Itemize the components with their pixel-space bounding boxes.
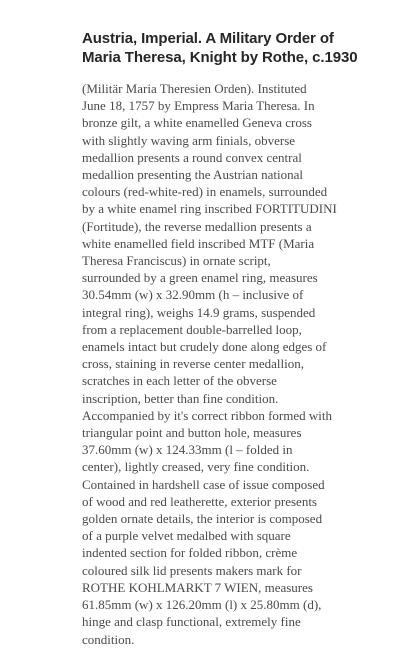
description-line: colours (red-white-red) in enamels, surrounded [82,184,328,200]
description-line: triangular point and button hole, measures [82,425,302,441]
description-line: enamels intact but crudely done along edges of [82,339,327,355]
description-line: integral ring), weighs 14.9 grams, suspended [82,304,316,320]
description-line: coloured silk lid presents makers mark for [82,562,302,578]
description-line: golden ornate details, the interior is composed [82,511,323,527]
description-line: 61.85mm (w) x 126.20mm (l) x 25.80mm (d), [82,597,322,613]
description-line: Contained in hardshell case of issue composed [82,476,325,492]
description-line: bronze gilt, a white enamelled Geneva cross [82,115,312,131]
description-line: 37.60mm (w) x 124.33mm (l – folded in [82,442,293,458]
description-line: hinge and clasp functional, extremely fine [82,614,301,630]
description-line: center), lightly creased, very fine condition. [82,459,310,475]
description-line: medallion presenting the Austrian national [82,167,303,183]
description-line: of wood and red leatherette, exterior presents [82,493,317,509]
description-line: medallion presents a round convex central [82,149,302,165]
description-line: Accompanied by it's correct ribbon formed with [82,407,332,423]
description-line: cross, staining in reverse center medallion, [82,356,305,372]
description-line: with slightly waving arm finials, obverse [82,132,296,148]
description-line: from a replacement double-barrelled loop, [82,321,302,337]
description-line: condition. [82,631,135,647]
description-line: Theresa Franciscus) in ornate script, [82,253,271,269]
description-line: inscription, better than fine condition. [82,390,279,406]
description-line: (Militär Maria Theresien Orden). Instituted [82,81,307,96]
description-line: by a white enamel ring inscribed FORTITUDINI [82,201,337,217]
product-title [82,29,382,67]
product-title-line: Maria Theresa, Knight by Rothe, c.1930 [82,49,358,66]
description-line: ROTHE KOHLMARKT 7 WIEN, measures [82,579,313,595]
description-line: scratches in each letter of the obverse [82,373,277,389]
description-line: of a purple velvet medalbed with square [82,528,291,544]
product-title-line: Austria, Imperial. A Military Order of [82,30,334,47]
description-line: surrounded by a green enamel ring, measures [82,270,318,286]
description-line: June 18, 1757 by Empress Maria Theresa. In [82,98,315,114]
description-line: white enamelled field inscribed MTF (Maria [82,235,315,251]
description-line: indented section for folded ribbon, crème [82,545,298,561]
description-line: 30.54mm (w) x 32.90mm (h – inclusive of [82,287,304,303]
product-description [82,80,382,648]
description-line: (Fortitude), the reverse medallion presents a [82,218,312,234]
